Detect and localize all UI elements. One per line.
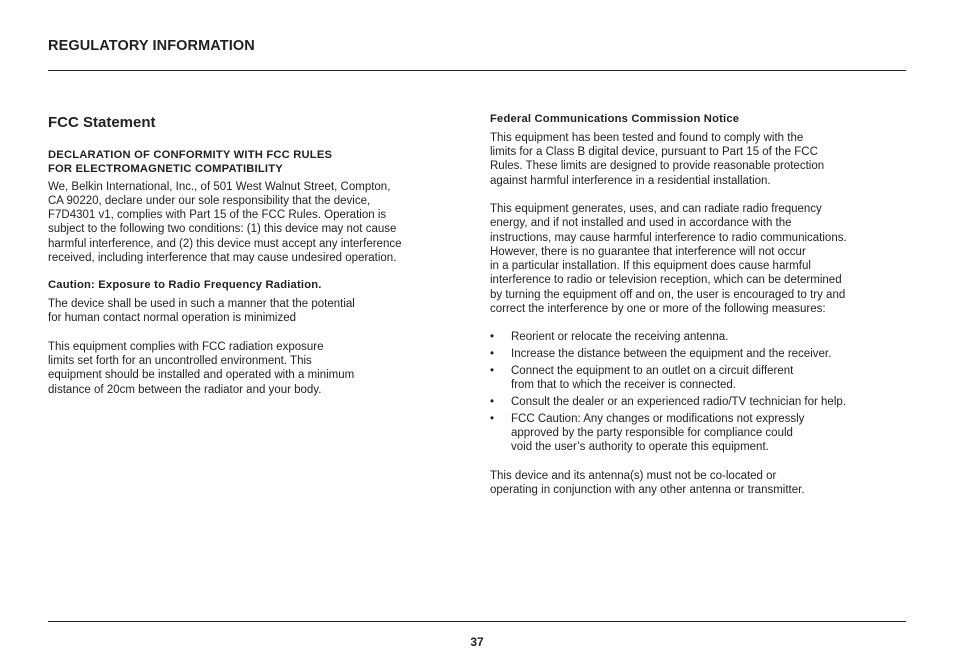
bullet-icon: • [490, 412, 495, 425]
bullet-icon: • [490, 364, 495, 377]
page-header-title: REGULATORY INFORMATION [48, 38, 255, 54]
exposure-paragraph: This equipment complies with FCC radiation exposure limits set forth for an uncontrolled environment. This equipment should be installed and operated with a minimum distance of 20cm between the radiator and your body. [48, 340, 355, 396]
bullet-icon: • [490, 348, 495, 361]
list-item: • Consult the dealer or an experienced radio/TV technician for help. [490, 396, 846, 409]
measures-list [490, 330, 910, 454]
declaration-paragraph: We, Belkin International, Inc., of 501 West Walnut Street, Compton, CA 90220, declare under our sole responsibility that the device, F7D4301 v1, complies with Part 15 of the FCC Rules. Operation is subject to the following two conditions: (1) this device may not cause harmful interference, and (2) this device must accept any interference received, including interference that may cause undesired operation. [48, 180, 402, 265]
bullet-icon: • [490, 331, 495, 344]
fcc-notice-heading: Federal Communications Commission Notice [490, 113, 740, 125]
caution-heading: Caution: Exposure to Radio Frequency Radiation. [48, 279, 322, 292]
caution-paragraph: The device shall be used in such a manner that the potential for human contact normal operation is minimized [48, 298, 355, 325]
interference-paragraph: This equipment generates, uses, and can radiate radio frequency energy, and if not installed and used in accordance with the instructions, may cause harmful interference to radio communications. However, there is no guarantee that interference will not occur in a particular installation. If this equipment does cause harmful interference to radio or television reception, which can be determined by turning the equipment off and on, the user is encouraged to try and correct the interference by one or more of the following measures: [490, 202, 847, 316]
bullet-icon: • [490, 396, 495, 409]
left-column [48, 114, 468, 397]
section-title: FCC Statement [48, 114, 156, 131]
list-item: • Reorient or relocate the receiving antenna. [490, 331, 729, 344]
footer-divider [48, 621, 906, 622]
fcc-notice-paragraph: This equipment has been tested and found to comply with the limits for a Class B digital device, pursuant to Part 15 of the FCC Rules. These limits are designed to provide reasonable protection against harmful interference in a residential installation. [490, 131, 825, 187]
declaration-heading: DECLARATION OF CONFORMITY WITH FCC RULES FOR ELECTROMAGNETIC COMPATIBILITY [48, 149, 333, 175]
header-divider [48, 70, 906, 71]
list-item: • FCC Caution: Any changes or modifications not expressly approved by the party responsible for compliance could void the user’s authority to operate this equipment. [490, 412, 805, 454]
list-item: • Connect the equipment to an outlet on a circuit different from that to which the receiver is connected. [490, 364, 794, 392]
list-item: • Increase the distance between the equipment and the receiver. [490, 348, 832, 361]
right-column [490, 113, 910, 497]
colocation-paragraph: This device and its antenna(s) must not be co-located or operating in conjunction with any other antenna or transmitter. [490, 469, 805, 497]
page-number: 37 [470, 635, 484, 649]
